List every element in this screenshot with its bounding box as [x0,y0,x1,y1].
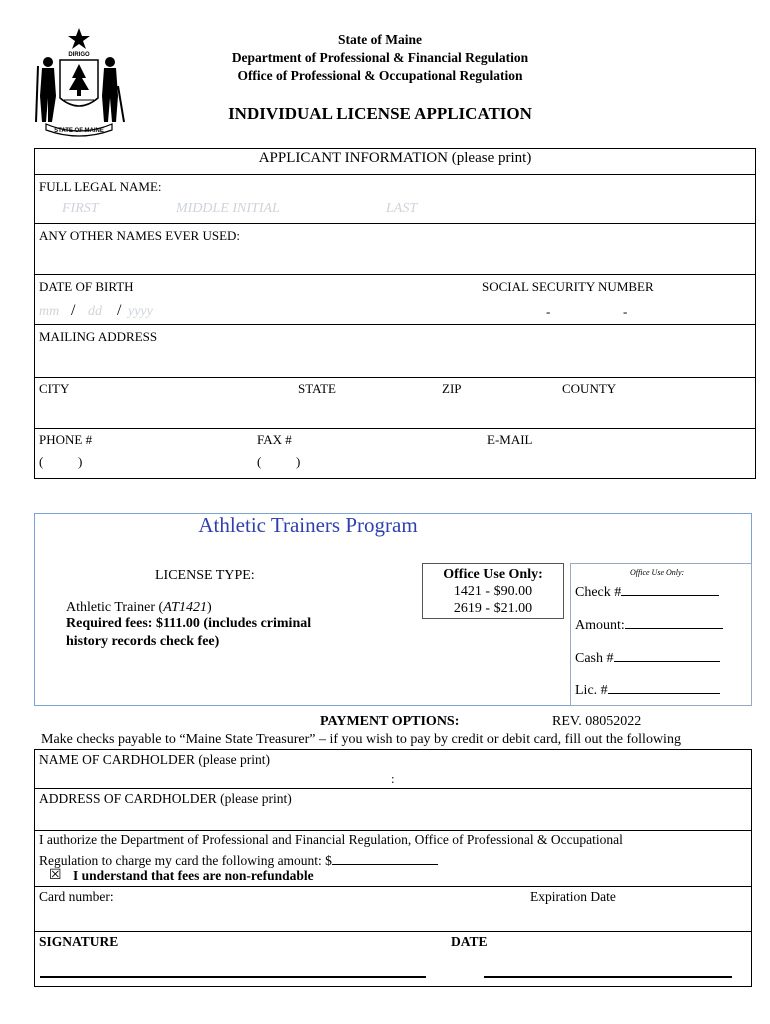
cardholder-colon: : [391,771,395,786]
ssn-separator: - [623,304,628,319]
ssn-separator: - [546,304,551,319]
license-number-field[interactable] [608,679,720,694]
form-title: INDIVIDUAL LICENSE APPLICATION [228,104,532,123]
applicant-section-title: APPLICANT INFORMATION (please print) [258,150,532,166]
mailing-address-label: MAILING ADDRESS [39,329,158,344]
seal-ribbon-text: STATE OF MAINE [54,128,104,134]
charge-amount-field[interactable] [332,850,438,865]
mailing-address-field[interactable] [36,347,752,373]
license-type-label: LICENSE TYPE: [155,568,255,583]
office-fee-1421: 1421 - $90.00 [453,584,533,599]
dob-day-field[interactable]: dd [88,304,102,319]
email-field[interactable] [487,452,747,472]
cash-number-label: Cash # [575,647,720,667]
authorization-text-line1: I authorize the Department of Professional and Financial Regulation, Office of Professional & Occupational [39,832,623,847]
fax-area-open: ( [257,454,262,469]
svg-text:DIRIGO: DIRIGO [68,52,90,58]
dob-separator: / [117,302,122,319]
non-refundable-label: I understand that fees are non-refundable [73,868,314,883]
non-refundable-checkbox[interactable]: ☒ [49,868,62,883]
header-department: Department of Professional & Financial Regulation [231,50,529,65]
full-legal-name-label: FULL LEGAL NAME: [39,179,162,194]
check-number-label: Check # [575,581,719,601]
other-names-label: ANY OTHER NAMES EVER USED: [39,228,241,243]
license-name: Athletic Trainer (AT1421) [66,600,212,615]
office-use-small-label: Office Use Only: [630,568,685,577]
first-name-field[interactable]: FIRST [62,201,99,216]
phone-label: PHONE # [39,432,93,447]
card-number-label: Card number: [39,889,114,904]
dob-month-field[interactable]: mm [39,304,60,319]
license-number-label: Lic. # [575,679,720,699]
payment-instructions: Make checks payable to “Maine State Treasurer” – if you wish to pay by credit or debit card, fill out the following [41,732,681,747]
authorization-text-line2: Regulation to charge my card the following amount: $ [39,850,438,869]
card-number-field[interactable] [36,906,516,928]
other-names-field[interactable] [36,246,752,270]
amount-field[interactable] [625,614,723,629]
office-use-title: Office Use Only: [443,567,543,582]
phone-area-close: ) [78,454,83,469]
date-of-birth-label: DATE OF BIRTH [39,279,134,294]
city-label: CITY [39,381,70,396]
cardholder-address-label: ADDRESS OF CARDHOLDER (please print) [39,791,292,806]
cardholder-address-field[interactable] [36,808,750,828]
fax-area-close: ) [296,454,301,469]
cardholder-name-field[interactable] [36,768,750,786]
dob-separator: / [71,302,76,319]
cash-number-field[interactable] [614,647,720,662]
header-office: Office of Professional & Occupational Regulation [237,68,523,83]
fax-field[interactable] [308,452,468,472]
state-label: STATE [298,381,336,396]
phone-area-open: ( [39,454,44,469]
last-name-field[interactable]: LAST [386,201,418,216]
payment-options-title: PAYMENT OPTIONS: [320,714,460,729]
fax-label: FAX # [257,432,292,447]
expiration-date-field[interactable] [530,906,748,928]
date-line[interactable] [484,976,732,978]
signature-label: SIGNATURE [39,934,119,949]
check-number-field[interactable] [621,581,719,596]
zip-label: ZIP [442,381,462,396]
required-fees-line1: Required fees: $111.00 (includes criminal [66,616,312,631]
program-title: Athletic Trainers Program [198,513,418,537]
email-label: E-MAIL [487,432,533,447]
revision-number: REV. 08052022 [552,714,642,729]
state-seal-logo [28,26,130,138]
date-label: DATE [451,934,488,949]
phone-field[interactable] [90,452,240,472]
signature-line[interactable] [40,976,426,978]
dob-year-field[interactable]: yyyy [128,304,153,319]
amount-label: Amount: [575,614,723,634]
expiration-date-label: Expiration Date [530,889,616,904]
ssn-label: SOCIAL SECURITY NUMBER [482,279,654,294]
license-code: AT1421 [163,600,208,615]
required-fees-line2: history records check fee) [66,634,220,649]
county-label: COUNTY [562,381,617,396]
office-fee-2619: 2619 - $21.00 [453,601,533,616]
cardholder-name-label: NAME OF CARDHOLDER (please print) [39,752,270,767]
header-state: State of Maine [338,32,422,47]
middle-initial-field[interactable]: MIDDLE INITIAL [176,201,280,216]
